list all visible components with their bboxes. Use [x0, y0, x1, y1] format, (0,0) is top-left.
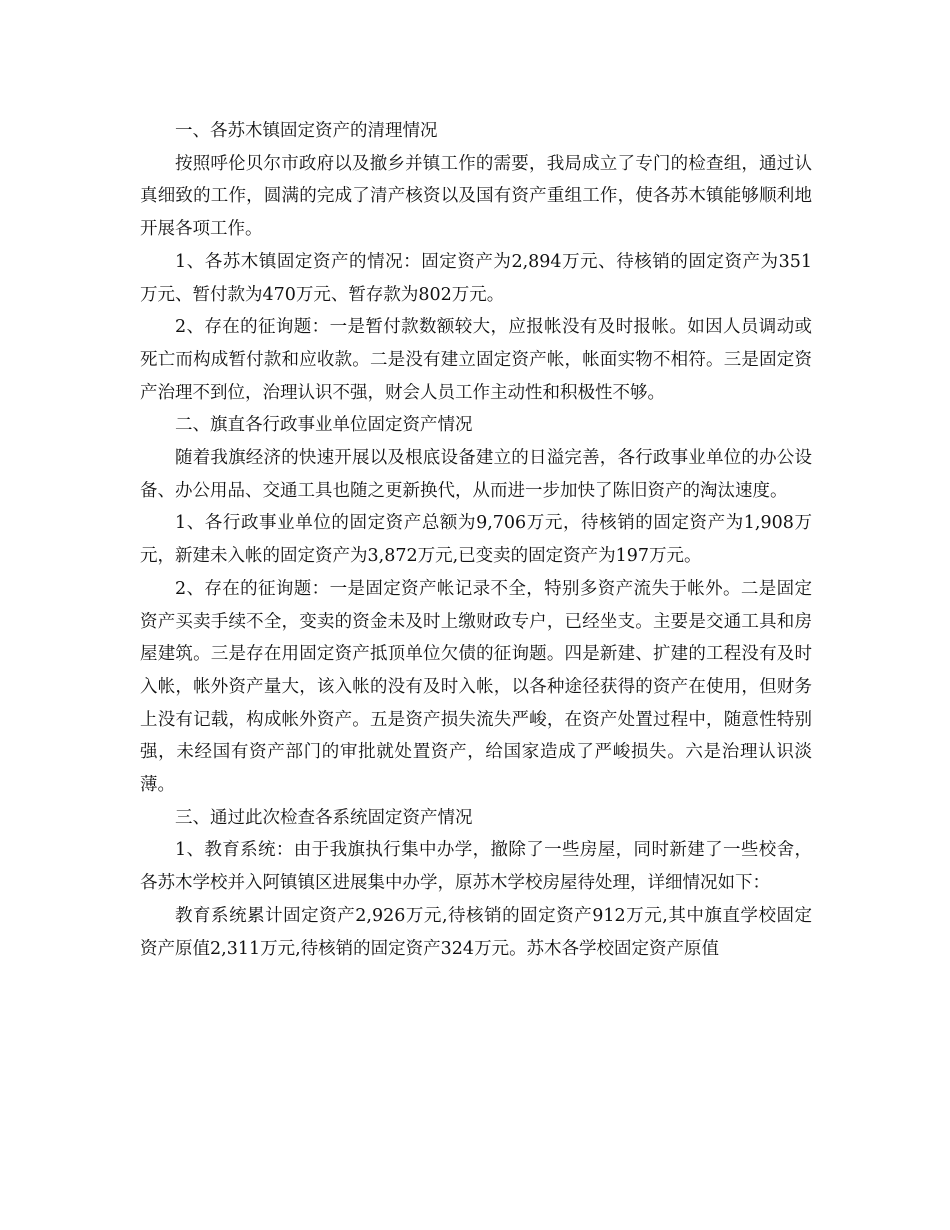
paragraph: 教育系统累计固定资产2,926万元,待核销的固定资产912万元,其中旗直学校固定资产原值2,311万元,待核销的固定资产324万元。苏木各学校固定资产原值 — [140, 905, 812, 959]
paragraph: 1、教育系统：由于我旗执行集中办学，撤除了一些房屋，同时新建了一些校舍，各苏木学校并入阿镇镇区进展集中办学，原苏木学校房屋待处理，详细情况如下： — [140, 840, 812, 894]
paragraph: 1、各行政事业单位的固定资产总额为9,706万元，待核销的固定资产为1,908万元，新建未入帐的固定资产为3,872万元,已变卖的固定资产为197万元。 — [140, 513, 812, 567]
paragraph: 2、存在的征询题：一是固定资产帐记录不全，特别多资产流失于帐外。二是固定资产买卖手续不全，变卖的资金未及时上缴财政专户，已经坐支。主要是交通工具和房屋建筑。三是存在用固定资产抵顶单位欠债的征询题。四是新建、扩建的工程没有及时入帐，帐外资产量大，该入帐的没有及时入帐，以各种途径获得的资产在使用，但财务上没有记载，构成帐外资产。五是资产损失流失严峻，在资产处置过程中，随意性特别强，未经国有资产部门的审批就处置资产，给国家造成了严峻损失。六是治理认识淡薄。 — [140, 578, 812, 796]
section-heading-3: 三、通过此次检查各系统固定资产情况 — [175, 807, 473, 828]
paragraph: 按照呼伦贝尔市政府以及撤乡并镇工作的需要，我局成立了专门的检查组，通过认真细致的工作，圆满的完成了清产核资以及国有资产重组工作，使各苏木镇能够顺利地开展各项工作。 — [140, 153, 812, 240]
document-body — [140, 115, 812, 965]
section-heading-1: 一、各苏木镇固定资产的清理情况 — [175, 121, 438, 141]
section-heading-2: 二、旗直各行政事业单位固定资产情况 — [175, 415, 473, 436]
paragraph: 2、存在的征询题：一是暂付款数额较大，应报帐没有及时报帐。如因人员调动或死亡而构成暂付款和应收款。二是没有建立固定资产帐，帐面实物不相符。三是固定资产治理不到位，治理认识不强，财会人员工作主动性和积极性不够。 — [140, 317, 812, 403]
paragraph: 1、各苏木镇固定资产的情况：固定资产为2,894万元、待核销的固定资产为351万元、暂付款为470万元、暂存款为802万元。 — [140, 251, 812, 305]
paragraph: 随着我旗经济的快速开展以及根底设备建立的日溢完善，各行政事业单位的办公设备、办公用品、交通工具也随之更新换代，从而进一步加快了陈旧资产的淘汰速度。 — [140, 448, 812, 501]
